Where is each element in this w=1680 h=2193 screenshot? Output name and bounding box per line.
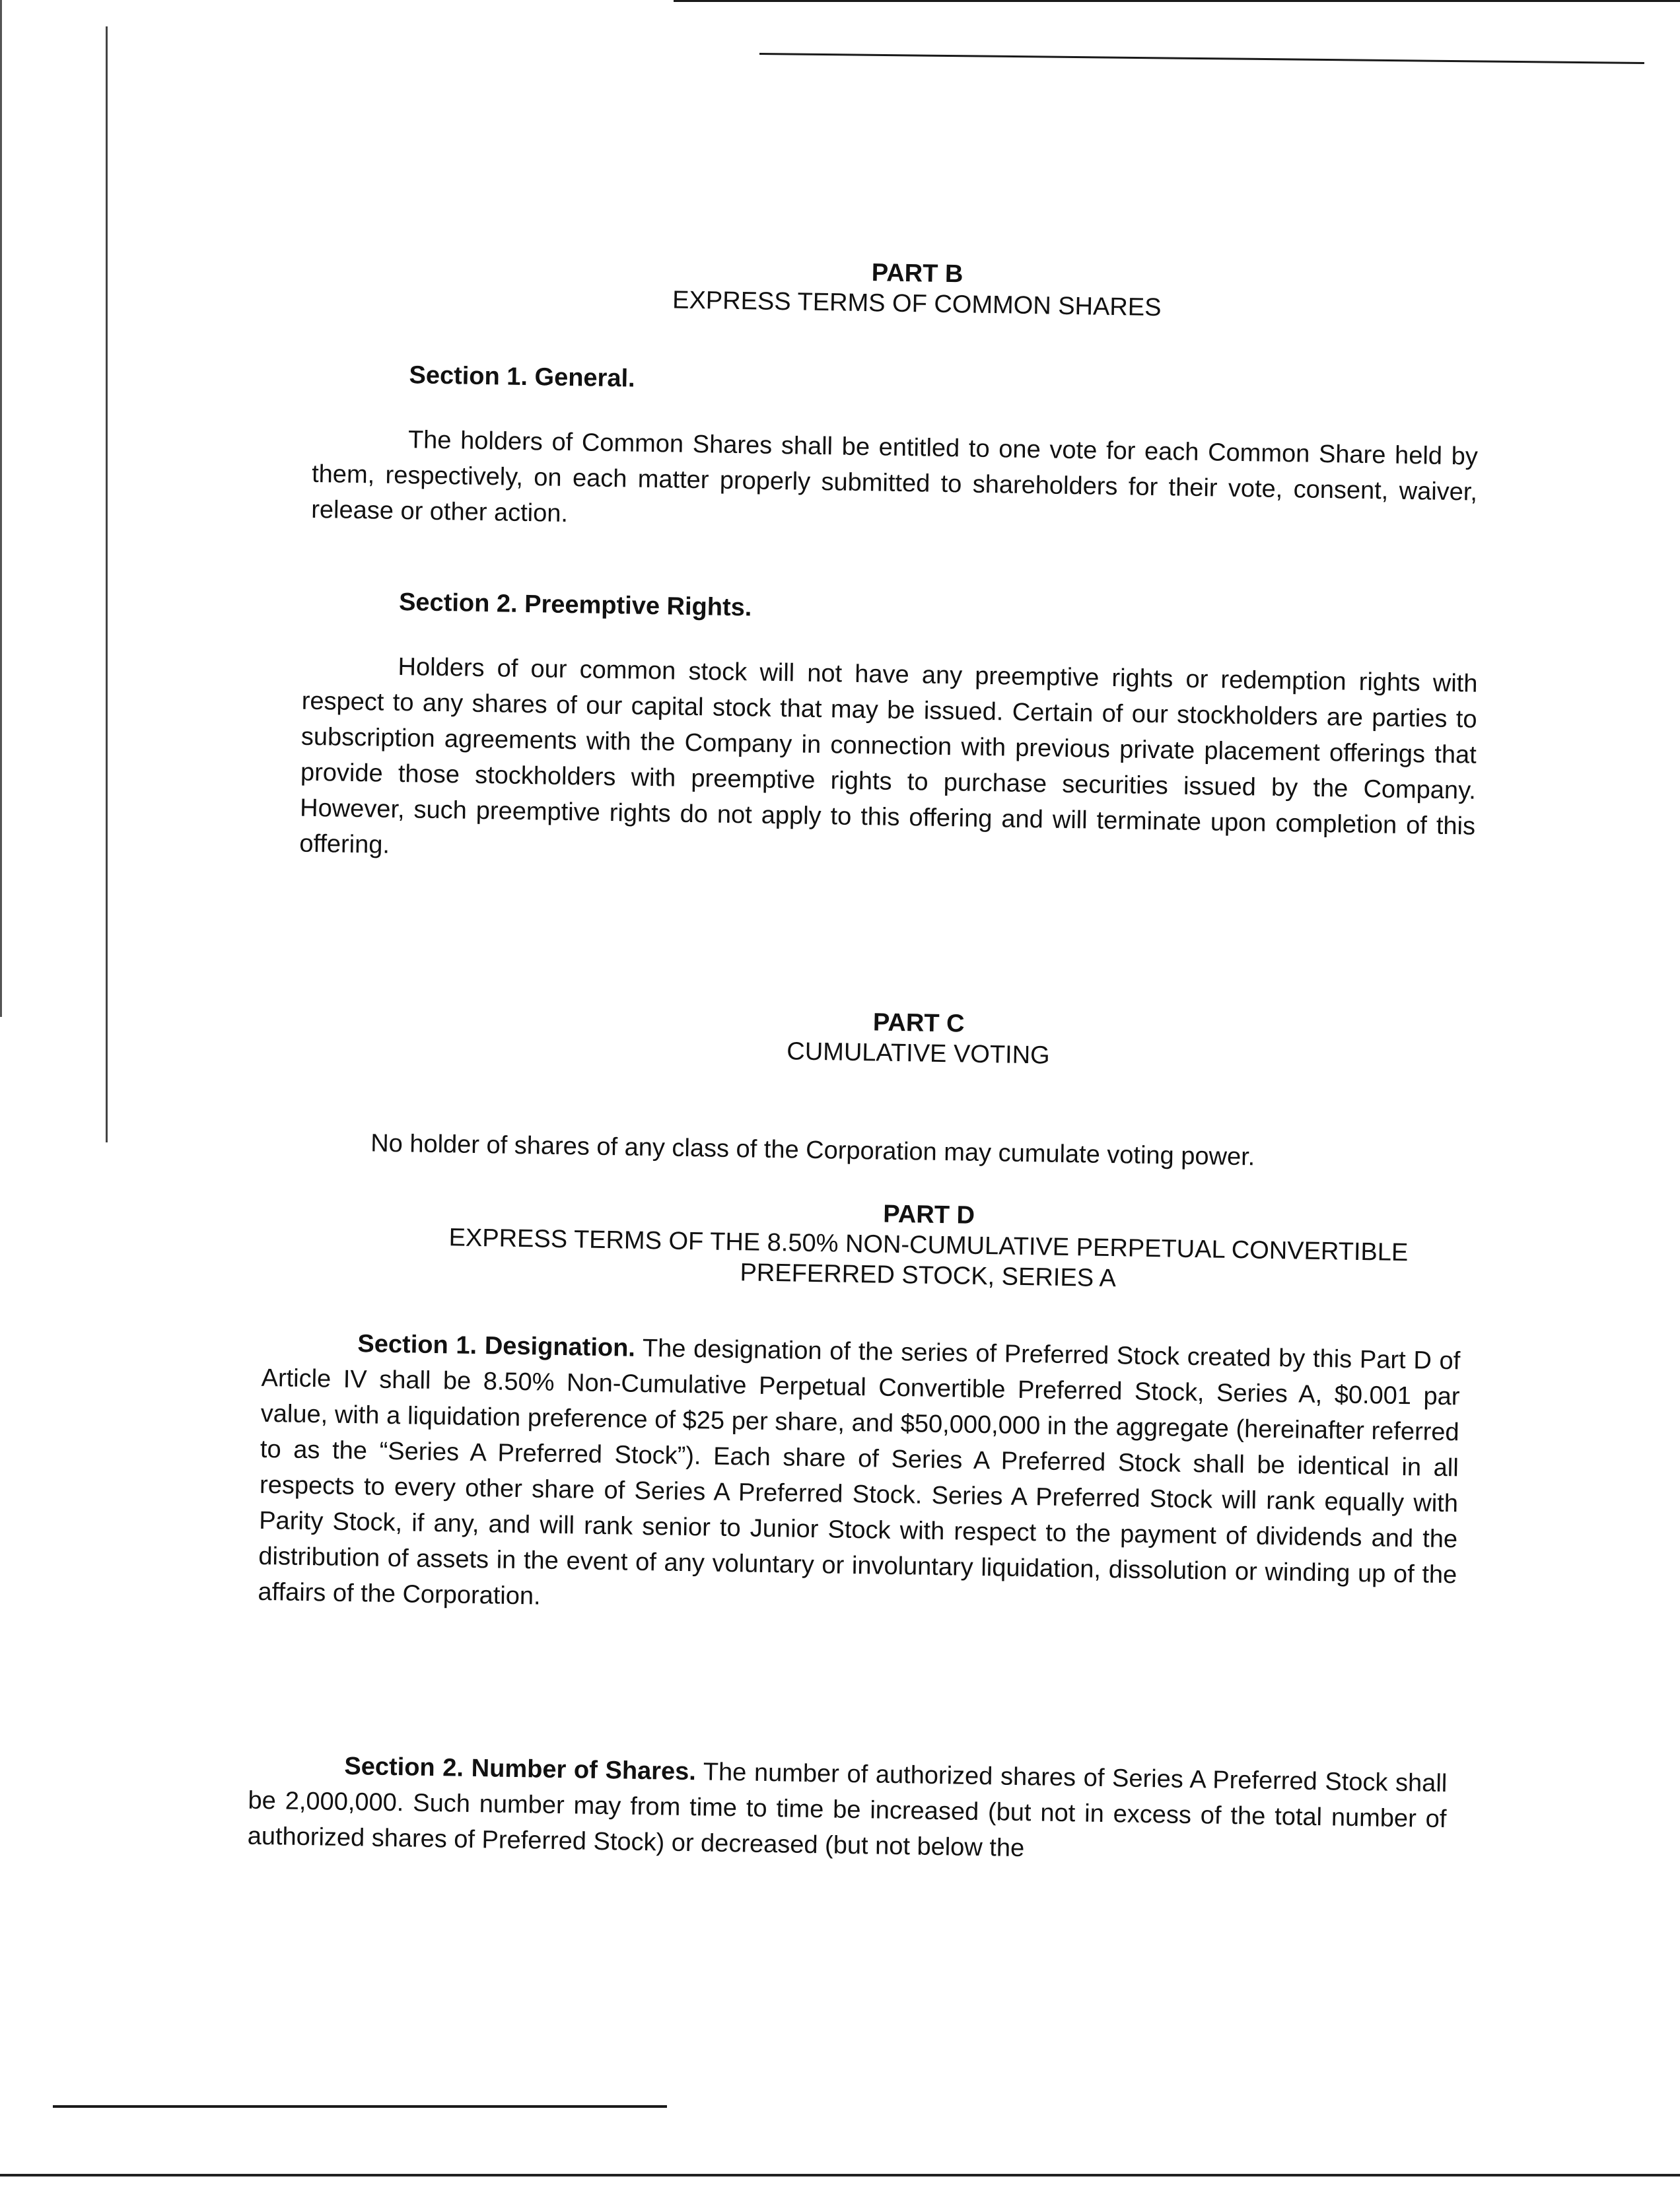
part-b-section2-heading: Section 2. Preemptive Rights.: [398, 588, 752, 622]
part-b-subtitle: EXPRESS TERMS OF COMMON SHARES: [672, 286, 1162, 322]
part-d-section2-heading: Section 2. Number of Shares.: [344, 1752, 697, 1786]
part-b-section1-body: The holders of Common Shares shall be entitled to one vote for each Common Share held by them, respectively, on each matter properly submitted to shareholders for their vote, consent, waiver, release or other action.: [311, 426, 1479, 528]
part-d-subtitle-line2: PREFERRED STOCK, SERIES A: [740, 1259, 1117, 1293]
part-b-title: PART B: [871, 259, 963, 289]
part-d-section2-body: The number of authorized shares of Series A Preferred Stock shall be 2,000,000. Such number may from time to time be increased (but not in excess of the total number of authorized shares of Preferred Stock) or decreased (but not below the: [247, 1758, 1448, 1863]
part-b-section1-heading: Section 1. General.: [409, 361, 635, 393]
part-d-subtitle-line1: EXPRESS TERMS OF THE 8.50% NON-CUMULATIVE PERPETUAL CONVERTIBLE: [448, 1224, 1409, 1267]
part-c-body: No holder of shares of any class of the Corporation may cumulate voting power.: [370, 1129, 1255, 1171]
part-c-subtitle: CUMULATIVE VOTING: [787, 1037, 1050, 1070]
part-c-title: PART C: [872, 1008, 965, 1038]
part-d-section1-paragraph: [258, 1325, 1461, 1628]
part-b-section2-body: Holders of our common stock will not have any preemptive rights or redemption rights with respect to any shares of our capital stock that may be issued. Certain of our stockholders are parties to subscription agreements with the Company in connection with previous private placement offerings that provide those stockholders with preemptive rights to purchase securities issued by the Company. However, such preemptive rights do not apply to this offering and will terminate upon completion of this offering.: [299, 652, 1478, 859]
part-d-section2-paragraph: [247, 1747, 1447, 1873]
part-d-title: PART D: [883, 1200, 975, 1230]
part-d-heading: [88, 1187, 1680, 1304]
part-d-section1-body: The designation of the series of Preferred Stock created by this Part D of Article IV shall be 8.50% Non-Cumulative Perpetual Convertible Preferred Stock, Series A, $0.001 par value, with a liquidation preference of $25 per share, and $50,000,000 in the aggregate (hereinafter referred to as the “Series A Preferred Stock”). Each share of Series A Preferred Stock shall be identical in all respects to every other share of Series A Preferred Stock. Series A Preferred Stock will rank equally with Parity Stock, if any, and will rank senior to Junior Stock with respect to the payment of dividends and the distribution of assets in the event of any voluntary or involuntary liquidation, dissolution or winding up of the affairs of the Corporation.: [258, 1334, 1461, 1611]
part-b-heading: [77, 245, 1680, 332]
part-d-section1-heading: Section 1. Designation.: [357, 1330, 636, 1362]
part-c-heading: [78, 994, 1680, 1082]
